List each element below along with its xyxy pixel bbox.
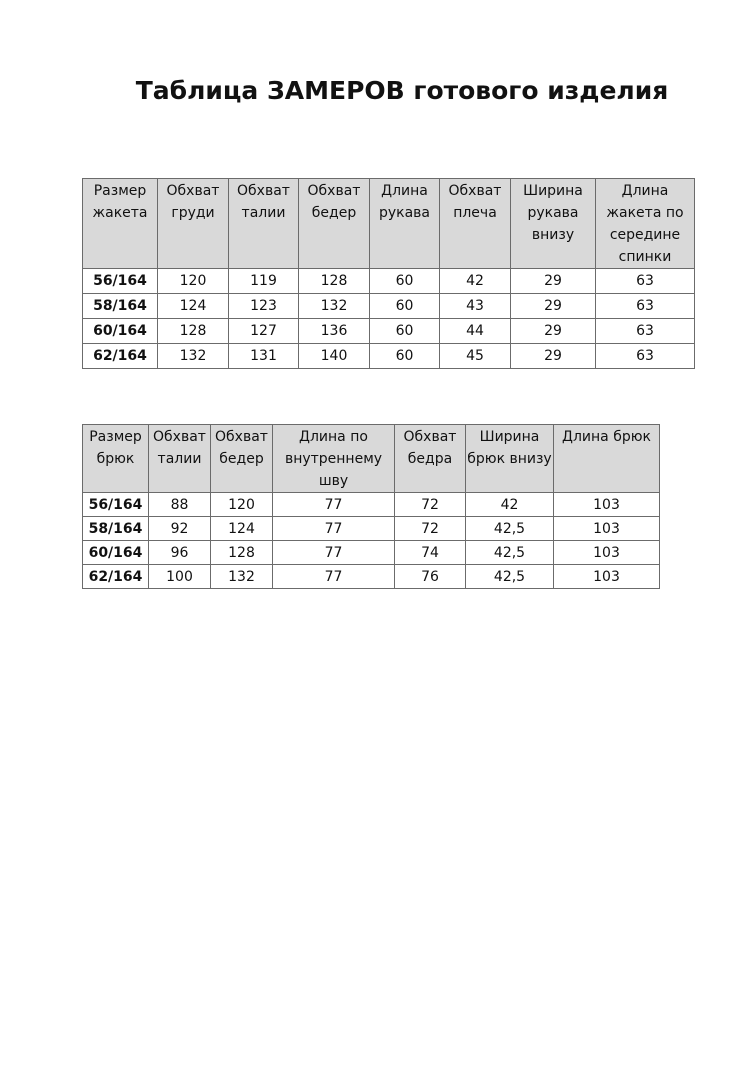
table-cell: 132 xyxy=(299,294,370,319)
column-header: Размер брюк xyxy=(83,425,149,493)
column-header: Обхват бедер xyxy=(299,179,370,269)
table-cell: 132 xyxy=(158,344,229,369)
table-cell: 63 xyxy=(596,294,695,319)
jacket-measurements-table xyxy=(82,178,695,369)
table-cell: 128 xyxy=(299,269,370,294)
table-cell: 43 xyxy=(440,294,511,319)
table-cell: 42,5 xyxy=(466,517,554,541)
table-cell: 29 xyxy=(511,269,596,294)
table-cell: 42,5 xyxy=(466,541,554,565)
table-cell: 119 xyxy=(229,269,299,294)
column-header: Обхват талии xyxy=(229,179,299,269)
table-cell: 72 xyxy=(395,493,466,517)
size-cell: 60/164 xyxy=(83,319,158,344)
table-cell: 72 xyxy=(395,517,466,541)
column-header: Длина жакета по середине спинки xyxy=(596,179,695,269)
table-row xyxy=(83,319,695,344)
table-cell: 131 xyxy=(229,344,299,369)
table-cell: 60 xyxy=(370,269,440,294)
table-cell: 29 xyxy=(511,294,596,319)
column-header: Длина по внутреннему шву xyxy=(273,425,395,493)
table-cell: 45 xyxy=(440,344,511,369)
table-cell: 29 xyxy=(511,319,596,344)
table-row xyxy=(83,517,660,541)
table-cell: 42,5 xyxy=(466,565,554,589)
table-cell: 74 xyxy=(395,541,466,565)
table-cell: 42 xyxy=(440,269,511,294)
column-header: Обхват груди xyxy=(158,179,229,269)
table-cell: 124 xyxy=(211,517,273,541)
column-header: Размер жакета xyxy=(83,179,158,269)
table-cell: 103 xyxy=(554,565,660,589)
table-cell: 132 xyxy=(211,565,273,589)
table-row xyxy=(83,493,660,517)
table-cell: 103 xyxy=(554,493,660,517)
table-cell: 60 xyxy=(370,319,440,344)
table-cell: 42 xyxy=(466,493,554,517)
table-row xyxy=(83,269,695,294)
table-cell: 60 xyxy=(370,344,440,369)
table-cell: 76 xyxy=(395,565,466,589)
size-cell: 62/164 xyxy=(83,344,158,369)
table-cell: 123 xyxy=(229,294,299,319)
table-cell: 92 xyxy=(149,517,211,541)
table-header-row xyxy=(83,179,695,269)
table-cell: 128 xyxy=(158,319,229,344)
table-cell: 120 xyxy=(158,269,229,294)
table-cell: 77 xyxy=(273,565,395,589)
table-cell: 29 xyxy=(511,344,596,369)
table-cell: 136 xyxy=(299,319,370,344)
table-cell: 44 xyxy=(440,319,511,344)
column-header: Обхват талии xyxy=(149,425,211,493)
table-cell: 140 xyxy=(299,344,370,369)
table-row xyxy=(83,565,660,589)
table-cell: 63 xyxy=(596,344,695,369)
table-cell: 60 xyxy=(370,294,440,319)
size-cell: 58/164 xyxy=(83,294,158,319)
table-cell: 100 xyxy=(149,565,211,589)
table-row xyxy=(83,541,660,565)
size-cell: 56/164 xyxy=(83,493,149,517)
size-cell: 60/164 xyxy=(83,541,149,565)
table-cell: 103 xyxy=(554,541,660,565)
table-cell: 128 xyxy=(211,541,273,565)
table-cell: 96 xyxy=(149,541,211,565)
table-cell: 63 xyxy=(596,319,695,344)
table-cell: 88 xyxy=(149,493,211,517)
table-row xyxy=(83,344,695,369)
table-cell: 63 xyxy=(596,269,695,294)
table-cell: 124 xyxy=(158,294,229,319)
trousers-measurements-table xyxy=(82,424,660,589)
table-cell: 120 xyxy=(211,493,273,517)
column-header: Длина брюк xyxy=(554,425,660,493)
size-cell: 58/164 xyxy=(83,517,149,541)
column-header: Ширина рукава внизу xyxy=(511,179,596,269)
table-row xyxy=(83,294,695,319)
size-cell: 62/164 xyxy=(83,565,149,589)
column-header: Ширина брюк внизу xyxy=(466,425,554,493)
table-cell: 127 xyxy=(229,319,299,344)
table-header-row xyxy=(83,425,660,493)
column-header: Длина рукава xyxy=(370,179,440,269)
table-cell: 77 xyxy=(273,517,395,541)
table-cell: 103 xyxy=(554,517,660,541)
column-header: Обхват плеча xyxy=(440,179,511,269)
size-cell: 56/164 xyxy=(83,269,158,294)
column-header: Обхват бедра xyxy=(395,425,466,493)
table-cell: 77 xyxy=(273,541,395,565)
table-cell: 77 xyxy=(273,493,395,517)
column-header: Обхват бедер xyxy=(211,425,273,493)
page-title: Таблица ЗАМЕРОВ готового изделия xyxy=(135,76,669,105)
